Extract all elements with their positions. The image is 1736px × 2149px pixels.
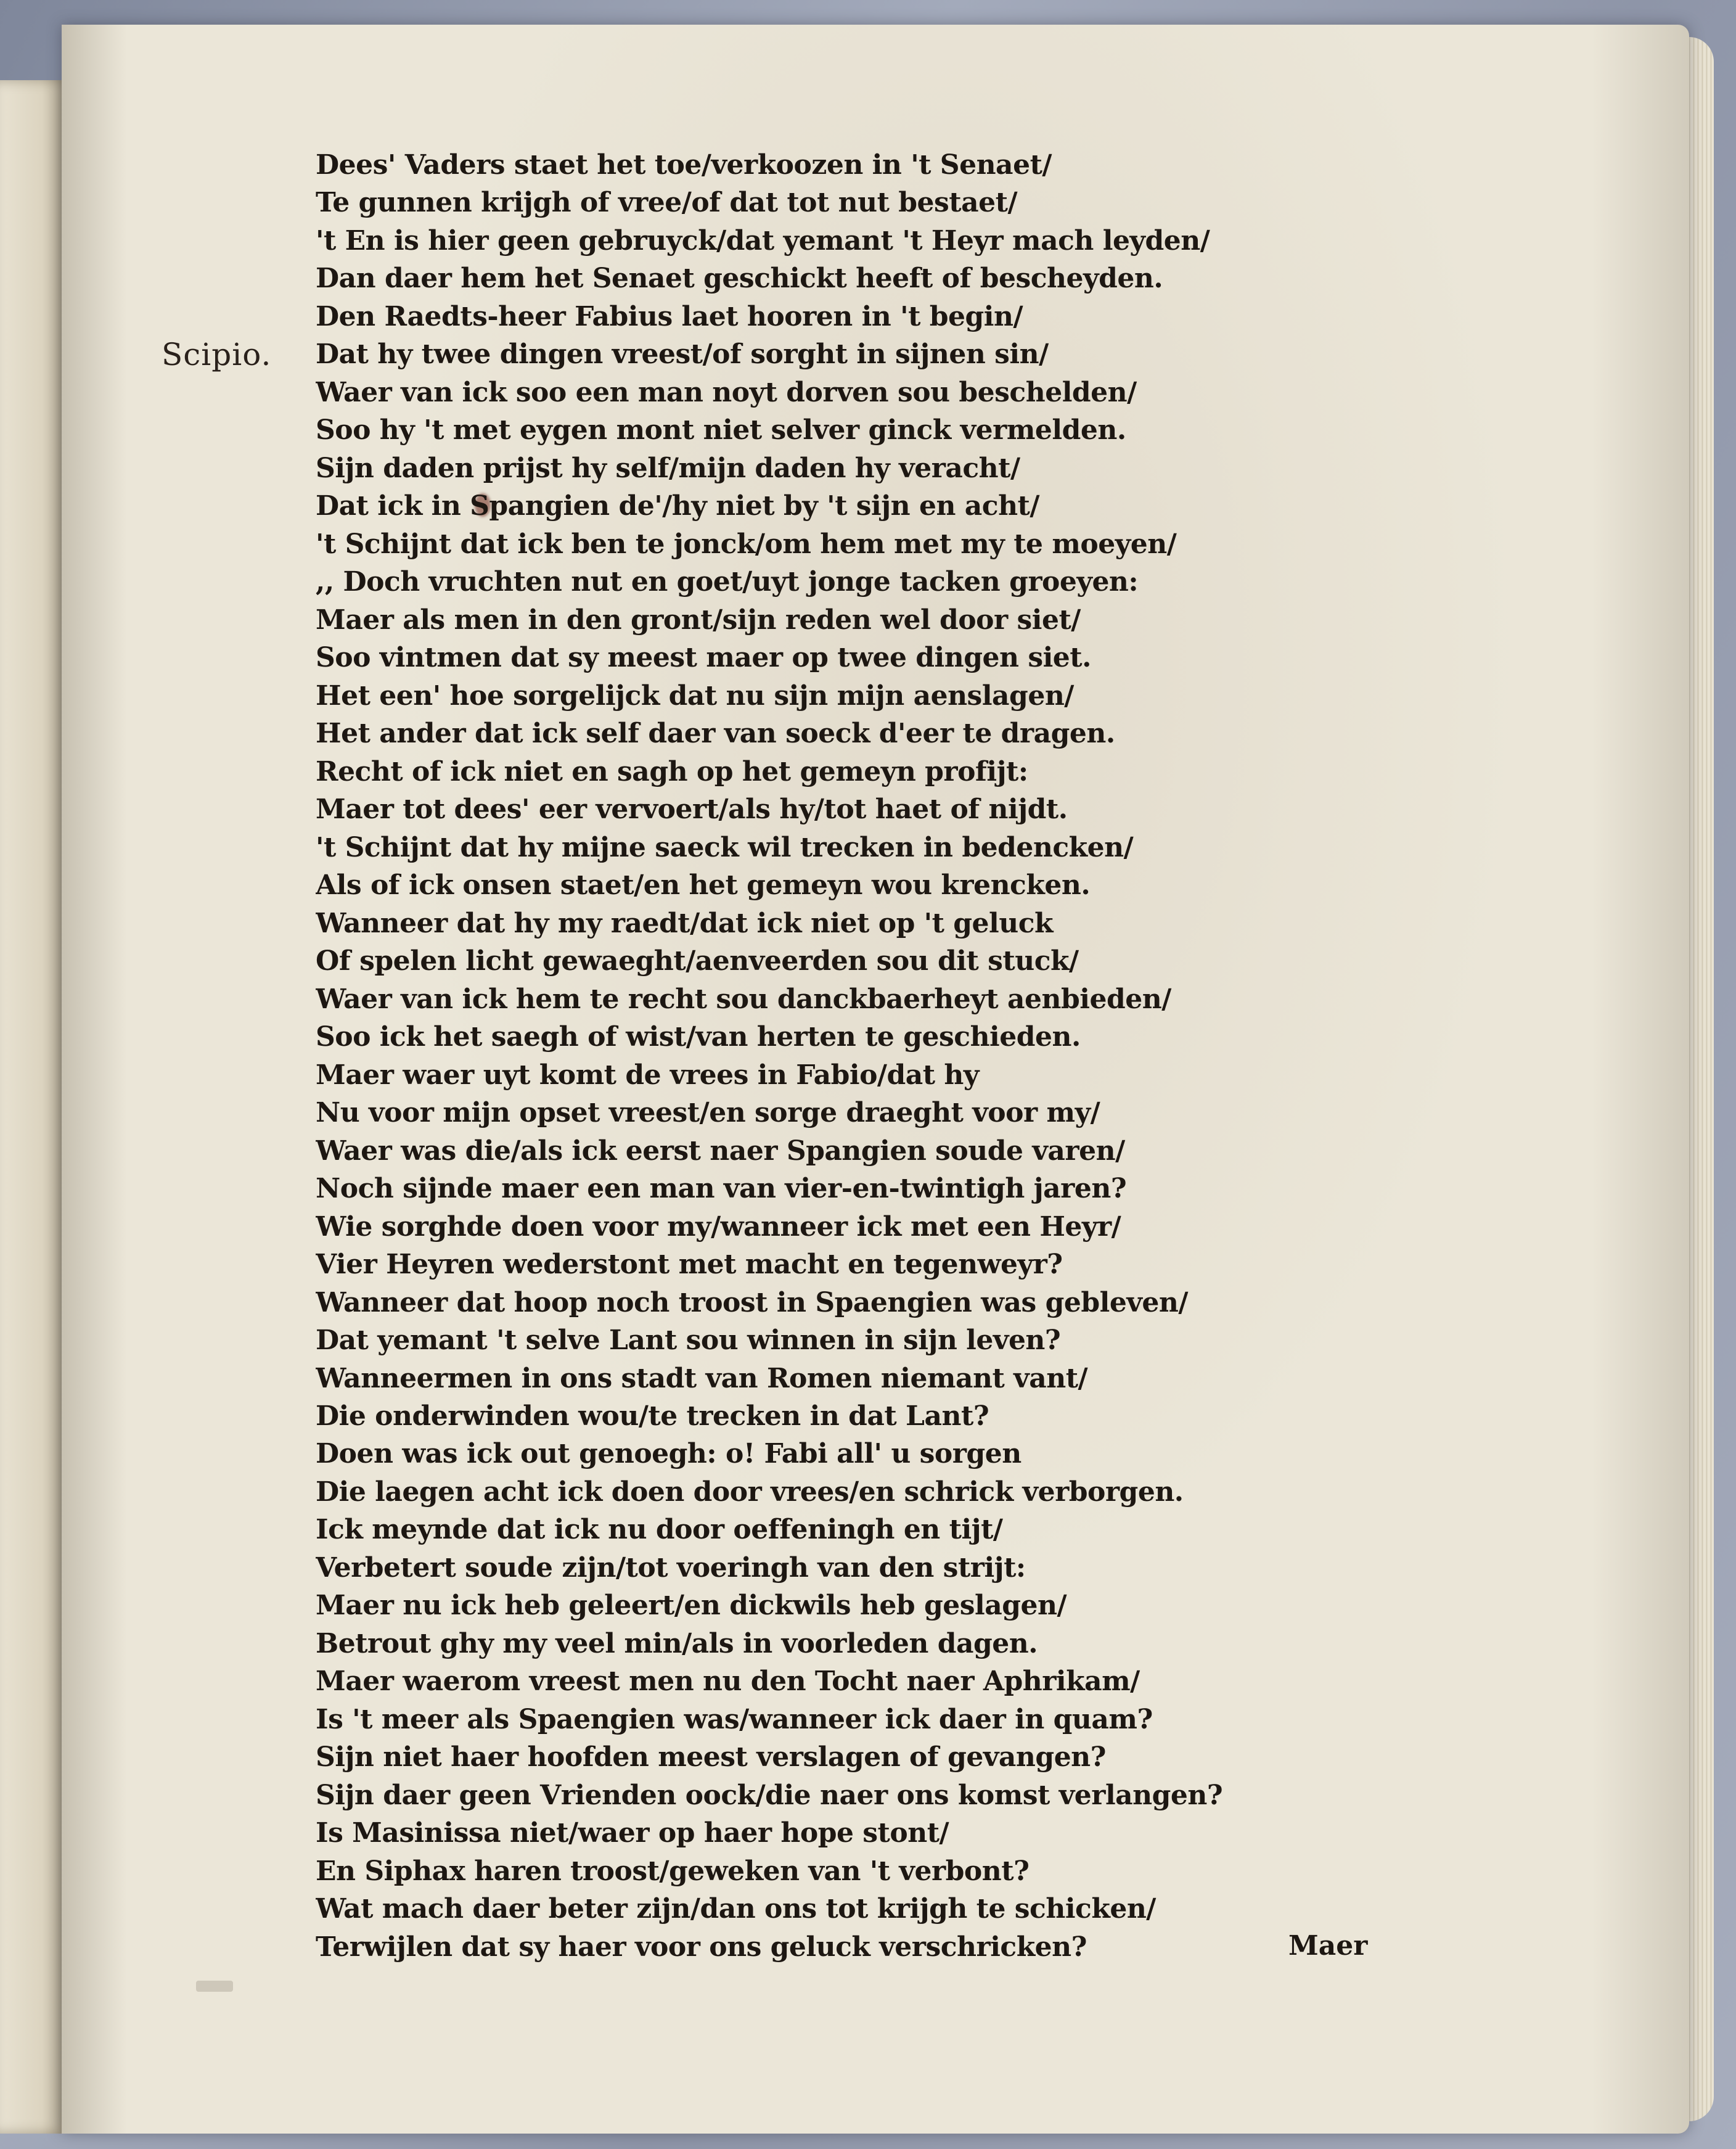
verse-line: Waer van ick soo een man noyt dorven sou beschelden/ [316,376,1137,408]
verse-line: Dat ick in Spangien de'/hy niet by 't sijn en acht/ [316,490,1039,522]
verse-line: Maer tot dees' eer vervoert/als hy/tot haet of nijdt. [316,794,1068,826]
verse-line: Soo hy 't met eygen mont niet selver ginck vermelden. [316,414,1126,446]
verse-line: Is Masinissa niet/waer op haer hope stont/ [316,1817,949,1849]
verse-line: Is 't meer als Spaengien was/wanneer ick daer in quam? [316,1703,1153,1735]
verse-line: Nu voor mijn opset vreest/en sorge draeght voor my/ [316,1097,1100,1129]
verse-line: Betrout ghy my veel min/als in voorleden dagen. [316,1627,1038,1659]
verse-line: Als of ick onsen staet/en het gemeyn wou krencken. [316,869,1091,902]
catchword: Maer [1288,1930,1368,1962]
verse-line: Maer nu ick heb geleert/en dickwils heb geslagen/ [316,1590,1067,1622]
verse-line: ,, Doch vruchten nut en goet/uyt jonge tacken groeyen: [316,566,1139,598]
verse-line: Het ander dat ick self daer van soeck d'eer te dragen. [316,718,1115,750]
verse-line: Doen was ick out genoegh: o! Fabi all' u sorgen [316,1438,1022,1470]
verse-line: Dat yemant 't selve Lant sou winnen in sijn leven? [316,1325,1061,1357]
verse-line: Dan daer hem het Senaet geschickt heeft of bescheyden. [316,263,1163,295]
verse-line: Terwijlen dat sy haer voor ons geluck verschricken? [316,1931,1087,1963]
verse-line: Vier Heyren wederstont met macht en tegenweyr? [316,1249,1063,1281]
verse-line: Soo ick het saegh of wist/van herten te geschieden. [316,1021,1081,1053]
verse-line: Dees' Vaders staet het toe/verkoozen in 't Senaet/ [316,149,1052,181]
verse-line: Wie sorghde doen voor my/wanneer ick met een Heyr/ [316,1210,1121,1243]
verse-line: Wat mach daer beter zijn/dan ons tot krijgh te schicken/ [316,1893,1156,1925]
verse-line: Maer als men in den gront/sijn reden wel door siet/ [316,604,1081,636]
verse-line: Den Raedts-heer Fabius laet hooren in 't begin/ [316,300,1023,332]
verse-text-block [316,147,1314,1966]
verse-line: Waer van ick hem te recht sou danckbaerheyt aenbieden/ [316,983,1171,1015]
verse-line: Die laegen acht ick doen door vrees/en schrick verborgen. [316,1476,1184,1508]
verse-line: Maer waer uyt komt de vrees in Fabio/dat hy [316,1059,979,1091]
verse-line: Wanneer dat hy my raedt/dat ick niet op 't geluck [316,907,1054,939]
verse-line: Wanneermen in ons stadt van Romen niemant vant/ [316,1362,1088,1394]
left-page-edge [0,80,69,2134]
verse-line: Verbetert soude zijn/tot voeringh van den strijt: [316,1551,1026,1584]
verse-line: 't Schijnt dat hy mijne saeck wil trecken in bedencken/ [316,831,1134,863]
verse-line: Sijn daden prijst hy self/mijn daden hy veracht/ [316,452,1020,484]
verse-line: Sijn niet haer hoofden meest verslagen of gevangen? [316,1741,1106,1773]
verse-line: Het een' hoe sorgelijck dat nu sijn mijn aenslagen/ [316,680,1074,712]
verse-line: Die onderwinden wou/te trecken in dat Lant? [316,1400,989,1432]
verse-line: 't En is hier geen gebruyck/dat yemant 't Heyr mach leyden/ [316,224,1210,257]
speaker-label: Scipio. [162,337,272,372]
verse-line: Waer was die/als ick eerst naer Spangien soude varen/ [316,1135,1125,1167]
verse-line: Maer waerom vreest men nu den Tocht naer Aphrikam/ [316,1666,1140,1698]
verse-line: Sijn daer geen Vrienden oock/die naer ons komst verlangen? [316,1779,1223,1811]
verse-line: Noch sijnde maer een man van vier-en-twintigh jaren? [316,1173,1127,1205]
verse-line: Recht of ick niet en sagh op het gemeyn profijt: [316,755,1028,787]
verse-line: 't Schijnt dat ick ben te jonck/om hem met my te moeyen/ [316,528,1177,560]
verse-line: En Siphax haren troost/geweken van 't verbont? [316,1855,1030,1887]
verse-line: Wanneer dat hoop noch troost in Spaengien was gebleven/ [316,1286,1188,1318]
verse-line: Of spelen licht gewaeght/aenveerden sou dit stuck/ [316,945,1079,977]
verse-line: Soo vintmen dat sy meest maer op twee dingen siet. [316,642,1091,674]
verse-line: Dat hy twee dingen vreest/of sorght in sijnen sin/ [316,339,1049,371]
verse-line: Ick meynde dat ick nu door oeffeningh en tijt/ [316,1514,1003,1546]
verse-line: Te gunnen krijgh of vree/of dat tot nut bestaet/ [316,187,1018,219]
faint-pencil-mark [196,1981,233,1992]
